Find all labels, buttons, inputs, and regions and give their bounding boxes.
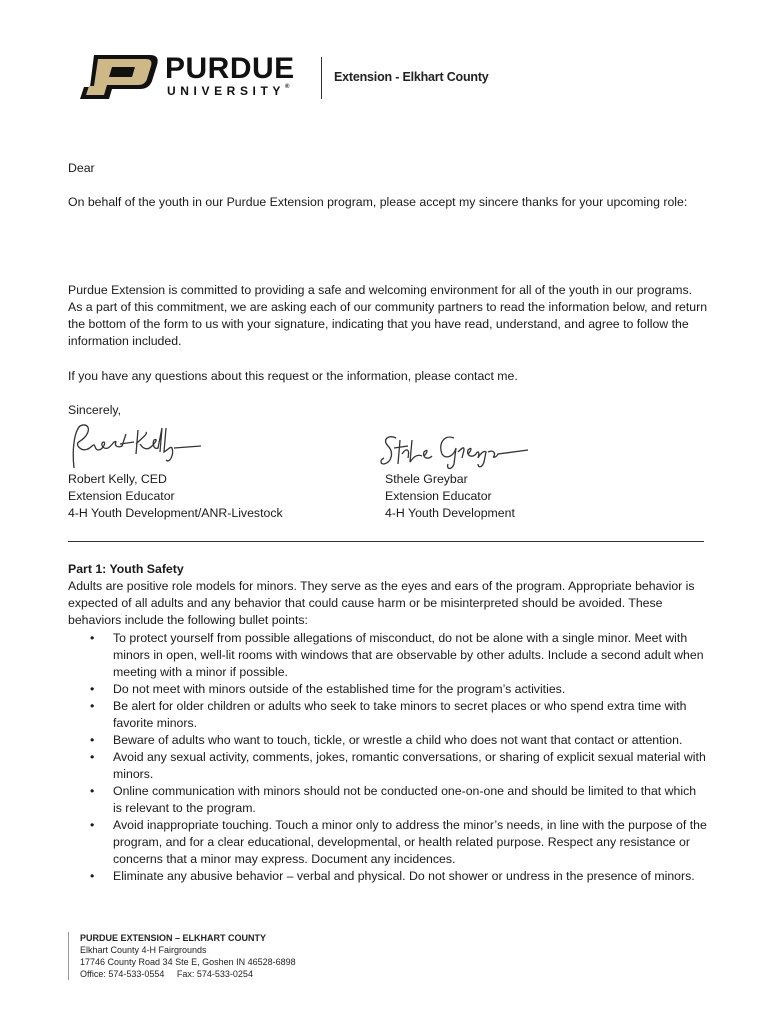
paragraph-contact: If you have any questions about this request or the information, please contact me. <box>68 369 518 383</box>
list-item: • Avoid inappropriate touching. Touch a minor only to address the minor’s needs, in line with the purpose of the program, and for a clear educational, developmental, or health related purpose. Respect any resistance or concerns that a minor may express. Document any incidences. <box>90 818 707 866</box>
list-item: • Do not meet with minors outside of the established time for the program’s activities. <box>90 682 566 696</box>
signer-kelly <box>68 471 283 522</box>
logo-university: UNIVERSITY® <box>167 84 290 98</box>
salutation: Dear <box>68 161 95 175</box>
section-divider <box>68 541 704 542</box>
signer-dept: 4-H Youth Development <box>385 506 515 520</box>
list-item: • Beware of adults who want to touch, tickle, or wrestle a child who does not want that contact or attention. <box>90 733 683 747</box>
signer-title: Extension Educator <box>385 489 492 503</box>
signer-greybar <box>385 471 515 522</box>
paragraph-thanks: On behalf of the youth in our Purdue Extension program, please accept my sincere thanks for your upcoming role: <box>68 195 688 209</box>
signer-dept: 4-H Youth Development/ANR-Livestock <box>68 506 283 520</box>
purdue-p-logo-icon <box>80 55 158 99</box>
list-item: • Be alert for older children or adults who seek to take minors to secret places or who spend extra time with favorite minors. <box>90 699 687 730</box>
signer-title: Extension Educator <box>68 489 175 503</box>
section-intro: Adults are positive role models for minors. They serve as the eyes and ears of the program. Appropriate behavior is expected of all adults and any behavior that could cause harm or be misinterpreted should be avoided. These behaviors include the following bullet points: <box>68 579 695 627</box>
signer-name: Robert Kelly, CED <box>68 472 167 486</box>
department-name: Extension - Elkhart County <box>334 70 489 84</box>
footer-line: 17746 County Road 34 Ste E, Goshen IN 46528-6898 <box>80 957 296 967</box>
list-item: • Eliminate any abusive behavior – verbal and physical. Do not shower or undress in the presence of minors. <box>90 869 695 883</box>
paragraph-commitment: Purdue Extension is committed to providing a safe and welcoming environment for all of the youth in our programs. As a part of this commitment, we are asking each of our community partners to read the information below, and return the bottom of the form to us with your signature, indicating that you have read, understand, and agree to follow the information included. <box>68 283 708 348</box>
signer-name: Sthele Greybar <box>385 472 468 486</box>
safety-bullet-list <box>68 630 708 885</box>
footer-address <box>80 932 296 980</box>
section-title: Part 1: Youth Safety <box>68 562 184 576</box>
logo-wordmark: PURDUE <box>165 52 295 85</box>
footer-title: PURDUE EXTENSION – ELKHART COUNTY <box>80 933 267 943</box>
header-divider <box>321 57 322 99</box>
list-item: • To protect yourself from possible allegations of misconduct, do not be alone with a single minor. Meet with minors in open, well-lit rooms with windows that are observable by other adults. Include a second adult when meeting with a minor if possible. <box>90 631 704 679</box>
closing: Sincerely, <box>68 403 122 417</box>
footer-rule <box>68 932 69 980</box>
signature-greybar-icon <box>378 428 538 472</box>
list-item: • Avoid any sexual activity, comments, jokes, romantic conversations, or sharing of explicit sexual material with minors. <box>90 750 706 781</box>
footer-line: Elkhart County 4-H Fairgrounds <box>80 945 207 955</box>
footer-line: Office: 574-533-0554 Fax: 574-533-0254 <box>80 969 253 979</box>
list-item: • Online communication with minors should not be conducted one-on-one and should be limited to that which is relevant to the program. <box>90 784 697 815</box>
signature-kelly-icon <box>66 420 206 472</box>
